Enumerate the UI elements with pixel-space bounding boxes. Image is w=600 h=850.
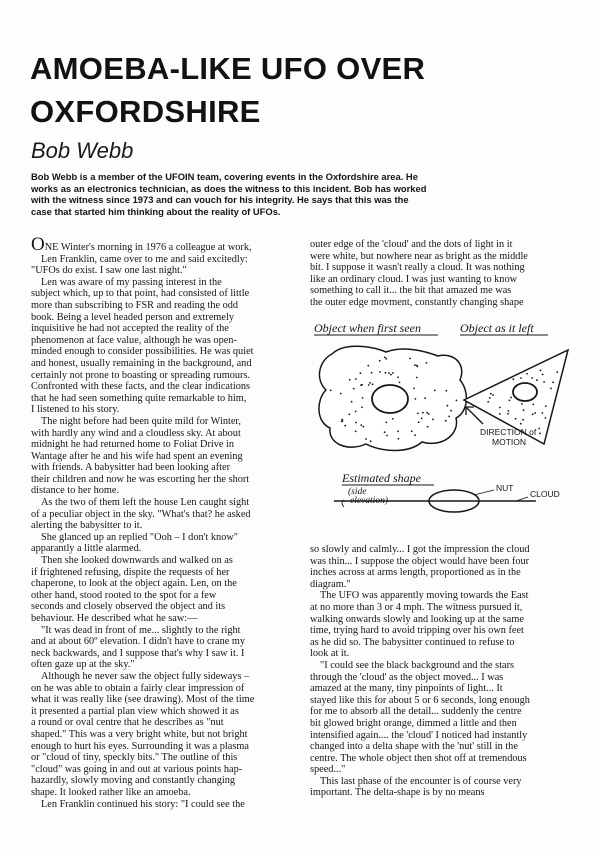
speckle-dot — [355, 422, 357, 424]
body-line: Then she looked downwards and walked on as — [41, 555, 233, 567]
speckle-dot — [456, 400, 458, 402]
body-line: intensified again.... the 'cloud' I noticed had instantly — [310, 729, 528, 741]
speckle-dot — [392, 418, 394, 420]
speckle-dot — [349, 414, 351, 416]
body-line: Confronted with these facts, and the clear indications — [31, 381, 251, 393]
nut-centre-first — [372, 385, 408, 413]
speckle-dot — [361, 384, 363, 386]
body-line: She glanced up an replied "Ooh – I don't know" — [41, 531, 238, 543]
speckle-dot — [418, 421, 420, 423]
speckle-dot — [520, 377, 522, 379]
speckle-dot — [515, 418, 517, 420]
body-line: that he had seen something quite remarkable to him, — [31, 392, 247, 404]
body-line: look at it. — [310, 648, 350, 660]
speckle-dot — [523, 409, 525, 411]
body-line: subject which, up to that point, had consisted of little — [31, 288, 250, 300]
speckle-dot — [384, 431, 386, 433]
speckle-dot — [534, 412, 536, 414]
speckle-dot — [508, 410, 510, 412]
body-line: bit glowed bright orange, dimmed a little and then — [310, 717, 517, 729]
body-line: Although he never saw the object fully sideways – — [41, 670, 250, 682]
paragraph — [31, 497, 301, 532]
speckle-dot — [392, 372, 394, 374]
speckle-dot — [512, 378, 514, 380]
body-line: enough to hurt his eyes. Surrounding it was a plasma — [31, 740, 249, 752]
body-line: Len was aware of my passing interest in the — [41, 276, 222, 288]
speckle-dot — [355, 431, 357, 433]
speckle-dot — [426, 362, 428, 364]
right-column-top — [310, 239, 575, 309]
speckle-dot — [545, 405, 547, 407]
speckle-dot — [450, 410, 452, 412]
body-line: was thin... I suppose the object would have been four — [310, 555, 530, 567]
speckle-dot — [490, 393, 492, 395]
body-line: The UFO was apparently moving towards the East — [320, 590, 529, 602]
body-line: centre. The whole object then shot off at tremendous — [310, 752, 527, 764]
speckle-dot — [521, 403, 523, 405]
speckle-dot — [370, 440, 372, 442]
body-line: like an ordinary cloud. I was just wanting to know — [310, 273, 518, 285]
label-motion: MOTION — [492, 437, 526, 447]
speckle-dot — [386, 435, 388, 437]
speckle-dot — [351, 401, 353, 403]
label-cloud: CLOUD — [530, 489, 560, 499]
speckle-dot — [428, 413, 430, 415]
speckle-dot — [349, 379, 351, 381]
body-line: Wantage after he and his wife had spent an evening — [31, 450, 243, 462]
speckle-dot — [434, 390, 436, 392]
body-line: shaped." This was a very bright white, but not bright — [31, 728, 248, 740]
body-line: it presented a partial plan view which showed it as — [31, 705, 239, 717]
speckle-dot — [545, 417, 547, 419]
body-line: often gaze up at the sky." — [31, 659, 135, 671]
speckle-dot — [330, 390, 332, 392]
paragraph — [310, 660, 575, 776]
body-line: inches across at arms length, proportioned as in the — [310, 567, 521, 579]
speckle-dot — [540, 370, 542, 372]
speckle-dot — [539, 433, 541, 435]
body-line: for me to absorb all the detail... suddenly the centre — [310, 706, 522, 718]
paragraph — [31, 234, 301, 277]
speckle-dot — [542, 412, 544, 414]
speckle-dot — [385, 358, 387, 360]
speckle-dot — [385, 372, 387, 374]
body-line: were white, but nowhere near as bright as the middle — [310, 250, 528, 262]
body-line: inquisitive he had not accepted the reality of the — [31, 323, 229, 335]
speckle-dot — [422, 412, 424, 414]
body-line: neck backwards, and I suppose that's why I saw it. I — [31, 647, 245, 659]
body-line: at no more than 3 or 4 mph. The witness pursued it, — [310, 601, 523, 613]
right-column-bottom — [310, 544, 575, 799]
label-elevation: elevation) — [350, 496, 388, 506]
intro-line: works as an electronics technician, as does the witness to this incident. Bob has worked — [31, 182, 427, 194]
speckle-dot — [531, 377, 533, 379]
body-line: The night before had been quite mild for Winter, — [41, 415, 241, 427]
body-line: or "cloud of tiny, speckly bits." The outline of this — [31, 752, 238, 764]
nut-centre-delta — [513, 383, 537, 401]
speckle-dot — [536, 379, 538, 381]
speckle-dot — [538, 428, 540, 430]
body-line: "UFOs do exist. I saw one last night." — [31, 265, 187, 277]
label-side: (side — [348, 487, 367, 497]
body-line: diagram." — [310, 578, 351, 590]
paragraph — [31, 555, 301, 625]
speckle-dot — [411, 430, 413, 432]
body-line: hazardly, slowly moving and constantly changing — [31, 775, 236, 787]
speckle-dot — [365, 438, 367, 440]
speckle-dot — [532, 413, 534, 415]
speckle-dot — [432, 419, 434, 421]
speckle-dot — [550, 388, 552, 390]
speckle-dot — [416, 377, 418, 379]
body-line: distance to her home. — [31, 485, 120, 497]
speckle-dot — [398, 438, 400, 440]
speckle-dot — [369, 382, 371, 384]
speckle-dot — [552, 381, 554, 383]
body-line: This last phase of the encounter is of course very — [320, 775, 522, 787]
speckle-dot — [499, 407, 501, 409]
speckle-dot — [390, 374, 392, 376]
body-line: Len Franklin, came over to me and said excitedly: — [41, 253, 248, 265]
speckle-dot — [371, 372, 373, 374]
body-line: behaviour. He described what he saw:— — [31, 613, 198, 624]
body-line: their children and now he was escorting her the short — [31, 473, 250, 485]
body-line: "I could see the black background and the stars — [320, 659, 515, 671]
body-line: other hand, stood rooted to the spot for a few — [31, 589, 217, 601]
speckle-dot — [362, 426, 364, 428]
body-line: so slowly and calmly... I got the impression the cloud — [310, 544, 530, 555]
speckle-dot — [526, 373, 528, 375]
speckle-dot — [397, 376, 399, 378]
body-line: "cloud" was going in and out at various points hap- — [31, 763, 243, 775]
body-line: through the 'cloud' as the object moved... I was — [310, 671, 504, 683]
speckle-dot — [522, 419, 524, 421]
speckle-dot — [448, 416, 450, 418]
intro-line: case that started him thinking about the reality of UFOs. — [31, 205, 281, 217]
speckle-dot — [409, 358, 411, 360]
label-first-seen: Object when first seen — [314, 321, 421, 335]
body-line: alerting the babysitter to it. — [31, 520, 143, 532]
speckle-dot — [362, 397, 364, 399]
speckle-dot — [372, 383, 374, 385]
body-line: what it was really like (see drawing). Most of the time — [31, 694, 255, 706]
body-line: "It was dead in front of me... slightly to the right — [41, 624, 241, 636]
body-line: changed into a delta shape with the 'nut' still in the — [310, 741, 518, 753]
speckle-dot — [367, 365, 369, 367]
body-line: a round or oval centre that he describes as "nut — [31, 717, 224, 729]
speckle-dot — [532, 404, 534, 406]
speckle-dot — [379, 371, 381, 373]
speckle-dot — [341, 419, 343, 421]
intro-line: Bob Webb is a member of the UFOIN team, covering events in the Oxfordshire area. He — [31, 171, 418, 182]
speckle-dot — [543, 381, 545, 383]
title-line: OXFORDSHIRE — [30, 94, 261, 129]
ufo-sketch — [310, 312, 575, 540]
body-line: as he did so. The babysitter continued to refuse to — [310, 636, 515, 648]
speckle-dot — [417, 413, 419, 415]
speckle-dot — [417, 366, 419, 368]
paragraph — [310, 544, 575, 590]
speckle-dot — [421, 418, 423, 420]
speckle-dot — [361, 407, 363, 409]
speckle-dot — [542, 374, 544, 376]
intro-line: with the witness since 1973 and can vouch for his integrity. He says that this was the — [31, 194, 409, 206]
paragraph — [31, 625, 301, 671]
body-line: with friends. A babysitter had been looking after — [31, 462, 231, 474]
label-as-it-left: Object as it left — [460, 321, 534, 335]
paragraph — [31, 277, 301, 416]
body-line: walking onwards slowly and looking up at the same — [310, 613, 524, 625]
speckle-dot — [509, 400, 511, 402]
label-estimated-shape: Estimated shape — [342, 471, 421, 485]
body-line: with hardly any wind and a cloudless sky. At about — [31, 427, 241, 439]
speckle-dot — [388, 372, 390, 374]
paragraph — [310, 776, 575, 799]
intro-paragraph — [31, 171, 576, 217]
body-line: bit. I suppose it wasn't really a cloud. It was nothing — [310, 262, 525, 274]
body-line: apparantly a little alarmed. — [31, 543, 142, 555]
drop-cap: O — [31, 234, 45, 255]
body-line: amazed at the many, tiny pinpoints of light... It — [310, 683, 503, 695]
speckle-dot — [499, 413, 501, 415]
speckle-dot — [360, 424, 362, 426]
label-nut: NUT — [496, 483, 514, 493]
speckle-dot — [447, 405, 449, 407]
speckle-dot — [510, 397, 512, 399]
body-line: more than subscribing to FSR and reading the odd — [31, 299, 239, 311]
body-line: seconds and closely observed the object and its — [31, 601, 226, 613]
speckle-dot — [414, 364, 416, 366]
speckle-dot — [340, 393, 342, 395]
article-title — [30, 47, 580, 133]
body-line: minded enough to consider possibilities. He was quiet — [31, 346, 254, 358]
paragraph — [31, 671, 301, 799]
speckle-dot — [379, 360, 381, 362]
nut-pointer — [474, 490, 494, 495]
speckle-dot — [520, 423, 522, 425]
body-line: the outer edge movment, constantly changing shape — [310, 296, 524, 308]
speckle-dot — [427, 426, 429, 428]
body-line: of a peculiar object in the sky. "What's that? he asked — [31, 508, 251, 520]
speckle-dot — [424, 397, 426, 399]
title-line: AMOEBA-LIKE UFO OVER — [30, 51, 426, 86]
body-line: time, trying hard to avoid tripping over his own feet — [310, 625, 524, 637]
speckle-dot — [556, 371, 558, 373]
speckle-dot — [385, 422, 387, 424]
first-line-text: NE Winter's morning in 1976 a colleague at work, — [44, 242, 252, 253]
author-byline: Bob Webb — [31, 138, 134, 163]
ufo-sketch-figure — [310, 312, 575, 540]
speckle-dot — [426, 412, 428, 414]
speckle-dot — [489, 397, 491, 399]
speckle-dot — [445, 390, 447, 392]
body-line: if frightened refusing, dispite the requests of her — [31, 566, 230, 578]
speckle-dot — [353, 388, 355, 390]
body-line: As the two of them left the house Len caught sight — [41, 497, 250, 509]
speckle-dot — [355, 378, 357, 380]
speckle-dot — [344, 425, 346, 427]
body-line: I listened to his story. — [31, 404, 120, 416]
body-line: phenomenon at face value, although he was open- — [31, 334, 237, 346]
body-line: chaperone, to look at the object again. Len, on the — [31, 578, 237, 590]
label-direction: DIRECTION of — [480, 427, 537, 437]
body-line: certainly not prone to boasting or spreading rumours. — [31, 369, 251, 381]
speckle-dot — [368, 384, 370, 386]
speckle-dot — [360, 372, 362, 374]
speckle-dot — [492, 394, 494, 396]
body-line: stayed like this for about 5 or 6 seconds, long enough — [310, 694, 530, 706]
body-line: Len Franklin continued his story: "I could see the — [41, 798, 245, 810]
body-line: midnight he had returned home to Foliat Drive in — [31, 439, 235, 451]
speckle-dot — [399, 382, 401, 384]
speckle-dot — [415, 398, 417, 400]
body-line: shape. It looked rather like an amoeba. — [31, 786, 191, 798]
body-line: book. Being a level headed person and extremely — [31, 311, 235, 323]
speckle-dot — [355, 411, 357, 413]
speckle-dot — [384, 357, 386, 359]
speckle-dot — [507, 413, 509, 415]
body-line: and at about 60º elevation. I didn't have to crane my — [31, 636, 246, 648]
body-line — [31, 234, 301, 255]
body-line: something to call it... the bit that amazed me was — [310, 285, 512, 297]
speckle-dot — [413, 388, 415, 390]
speckle-dot — [445, 420, 447, 422]
body-line: important. The delta-shape is by no means — [310, 787, 485, 799]
paragraph — [310, 590, 575, 660]
paragraph — [31, 416, 301, 497]
body-line: on he was able to obtain a fairly clear impression of — [31, 682, 245, 694]
paragraph — [31, 799, 301, 811]
speckle-dot — [414, 434, 416, 436]
paragraph — [31, 532, 301, 555]
body-line: and honest, usually remaining in the background, and — [31, 357, 252, 369]
speckle-dot — [397, 431, 399, 433]
body-line: speed..." — [310, 764, 346, 776]
speckle-dot — [487, 401, 489, 403]
body-line: outer edge of the 'cloud' and the dots of light in it — [310, 239, 513, 250]
left-column — [31, 234, 301, 810]
